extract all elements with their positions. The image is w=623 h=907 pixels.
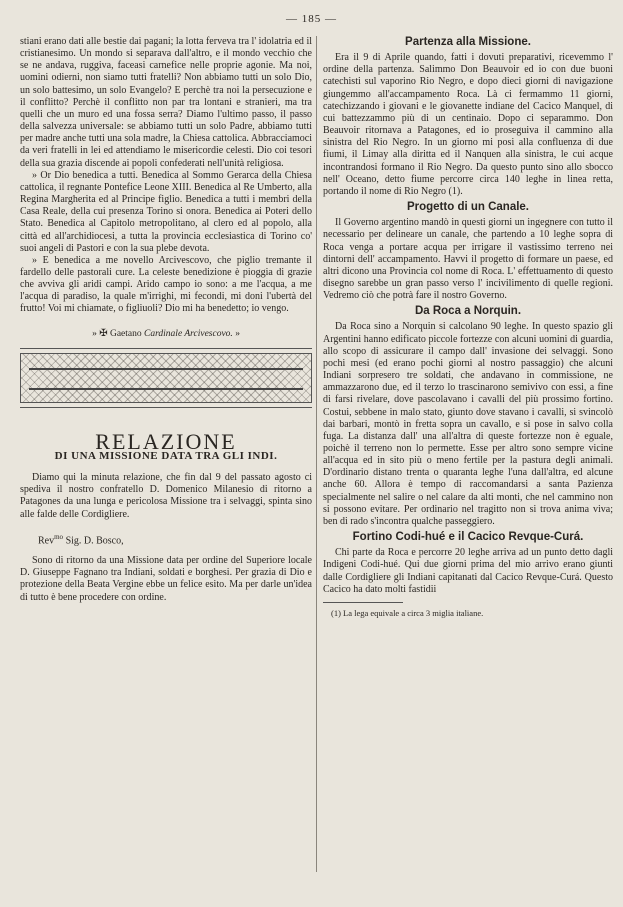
- section-text: Chi parte da Roca e percorre 20 leghe arriva ad un punto detto dagli Indigeni Codi-hué. Qui due giorni prima del mio arrivo erano giunti dalle Cordigliere gli Indiani capitanati dal Cacico Revque-Curá. Questo Cacico ha dato molti fastidii: [323, 547, 613, 595]
- paragraph: stiani erano dati alle bestie dai pagani; la lotta ferveva tra l' idolatria ed il cristianesimo. Un mondo si separava dall'altro, e il mondo vecchio che se ne andava, ruggiva, faceasi carnefice nelle proprie agonie. Ma noi, uomini odierni, non siamo tutti fratelli? Non abbiamo tutti un solo Dio, un solo battesimo, un solo Evangelo? E perchè tra noi la persecuzione e il conflitto? Perchè il conflitto non par tra lontani e stranieri, ma tra quelli che un muro ed una fossa serra? Diamo l'ultimo passo, il passo della salvezza universale: se abbiamo tutti un solo Padre, abbiamo tutti per madre anche tutti una sola madre, la Chiesa cattolica. Abbracciamoci da veri fratelli in lei ed attendiamo le misericordie celesti. Dio coi tesori della sua grazia discende ai popoli confederati nell'unità religiosa.: [20, 36, 312, 169]
- quote-mark: »: [235, 328, 240, 339]
- ornamental-band: [20, 353, 312, 403]
- article-intro: Diamo qui la minuta relazione, che fin dal 9 del passato agosto ci spediva il nostro confratello D. Domenico Milanesio di ritorno a Patagones da una lunga e pericolosa Missione tra i selvaggi, spinta sino alle falde delle Cordigliere.: [20, 472, 312, 520]
- salutation-superscript: mo: [54, 532, 64, 541]
- signature-title: Cardinale Arcivescovo.: [143, 328, 233, 339]
- article-subtitle: DI UNA MISSIONE DATA TRA GLI INDI.: [54, 449, 278, 462]
- page-number: — 185 —: [286, 13, 337, 25]
- quote-mark: »: [92, 328, 97, 339]
- salutation: [38, 531, 312, 547]
- salutation-abbr: Rev: [38, 535, 55, 547]
- divider: [20, 348, 312, 349]
- footnote-rule: [323, 602, 403, 603]
- left-column: [20, 36, 312, 604]
- section-heading: Partenza alla Missione.: [405, 36, 531, 48]
- footnote: (1) La lega equivale a circa 3 miglia italiane.: [331, 607, 484, 618]
- section-heading: Da Roca a Norquin.: [414, 305, 522, 318]
- paragraph: » Or Dio benedica a tutti. Benedica al Sommo Gerarca della Chiesa cattolica, il regnante Pontefice Leone XIII. Benedica al Re Umberto, alla Regina Margherita ed al Principe figlio. Benedica a tutti i membri della Casa Reale, della cui presenza Torino si onora. Benedica ai Poteri dello Stato. Benedica al Capitolo metropolitano, al clero ed al popolo, alla città ed all'archidiocesi, a tutta la provincia ecclesiastica di Torino co' suoi angeli di Pastori e con la sua plebe devota.: [20, 169, 312, 254]
- section-heading: Progetto di un Canale.: [406, 201, 530, 214]
- cross-icon: ✠: [99, 327, 108, 339]
- article-title: RELAZIONE: [95, 428, 237, 454]
- salutation-text: Sig. D. Bosco,: [63, 535, 124, 547]
- section-text: Da Roca sino a Norquin si calcolano 90 leghe. In questo spazio gli Argentini hanno edificato piccole fortezze con alcuni uomini di guardia, allo scopo di assicurare il campo dall' invasione dei selvaggi. Sono pochi mesi (ed erano pochi giorni al nostro passaggio) che alcuni Indiani sorpresero tre soldati, che andavano in commissione, ne ammazzarono due, ed il terzo lo trascinarono semivivo con essi, a fine di farsi rivelare, dove pascolavano i cavalli del più prossimo fortino. Costui, sebbene in malo stato, giunto dove stavano i cavalli, si svincolò dai barbari, montò in fretta sopra un cavallo, e si pose in salvo colla fuga. La distanza dall' una all'altra di queste fortezze non è eguale, poichè il terreno non lo permette. Esse per altro sono sempre vicine all'acqua ed in sito più o meno fertile per la pastura degli animali. D'ordinario distano trenta o quaranta leghe l'una dall'altra, ed alcune anche 60. Allora è tempo di raccomandarsi a santa Pazienza specialmente nel salire o nel calare da alti monti, che nel cammino non si possono evitare. Per ordinario nel tragitto non si trova anima viva; ben di rado s'incontra qualche passeggiero.: [323, 321, 613, 527]
- section-heading: Fortino Codi-hué e il Cacico Revque-Curá.: [352, 531, 584, 544]
- signature-name: Gaetano: [109, 328, 142, 339]
- right-column: [323, 36, 613, 619]
- column-divider: [316, 36, 317, 872]
- divider: [20, 407, 312, 408]
- section-text: Il Governo argentino mandò in questi giorni un ingegnere con tutto il necessario per delineare un canale, che partendo a 10 leghe sopra di Roca venga a portare acqua per irrigare il vastissimo terreno nei dintorni dell' accampamento. Havvi il progetto di formare un paese, ed altri dicono una Provincia col nome di Roca. L' effettuamento di questo disegno sarebbe un gran passo verso l' incivilimento di quelle regioni. Vedremo ciò che potrà fare il nostro Governo.: [323, 217, 613, 302]
- paragraph: » E benedica a me novello Arcivescovo, che piglio tremante il fardello delle pastorali cure. La celeste benedizione è pioggia di grazie che avviva gli aridi campi. Arido campo io sono: a me l'acqua, a me l'acqua di paradiso, la quale m'irrighi, mi fecondi, mi doni l'ubertà del frutto! Voi mi chiamate, o figliuoli? Dio mi ha benedetto; io vengo.: [20, 254, 312, 315]
- section-text: Era il 9 di Aprile quando, fatti i dovuti preparativi, ricevemmo l' ordine della partenza. Salimmo Don Beauvoir ed io con due buoni catechisti sul vaporino Rio Negro, e dopo dieci giorni di navigazione giungemmo all'accampamento Roca. Là ci fermammo 11 giorni, catechizzando i giovani e le giovanette indiane del Cacico Manquel, di cui battezzammo più di un centinaio. Dopo ci separammo. Don Beauvoir ritornava a Patagones, ed io proseguiva il cammino alla sinistra del Rio Negro. In un giorno mi posi alla confluenza di due fiumi, il Limay alla diritta ed il Nanquen alla sinistra, le cui acque incontrandosi formano il Rio Negro. Da questo punto sino allo sbocco nell' Oceano, detto fiume percorre circa 140 leghe in linea retta, portando il nome di Rio Negro (1).: [323, 52, 613, 197]
- signature-line: [20, 328, 312, 340]
- letter-body: Sono di ritorno da una Missione data per ordine del Superiore locale D. Giuseppe Fagnano tra Indiani, soldati e borghesi. Per grazia di Dio e protezione della Beata Vergine ebbe un felice esito. Ma per darle un'idea di tutto è bene procedere con ordine.: [20, 555, 312, 603]
